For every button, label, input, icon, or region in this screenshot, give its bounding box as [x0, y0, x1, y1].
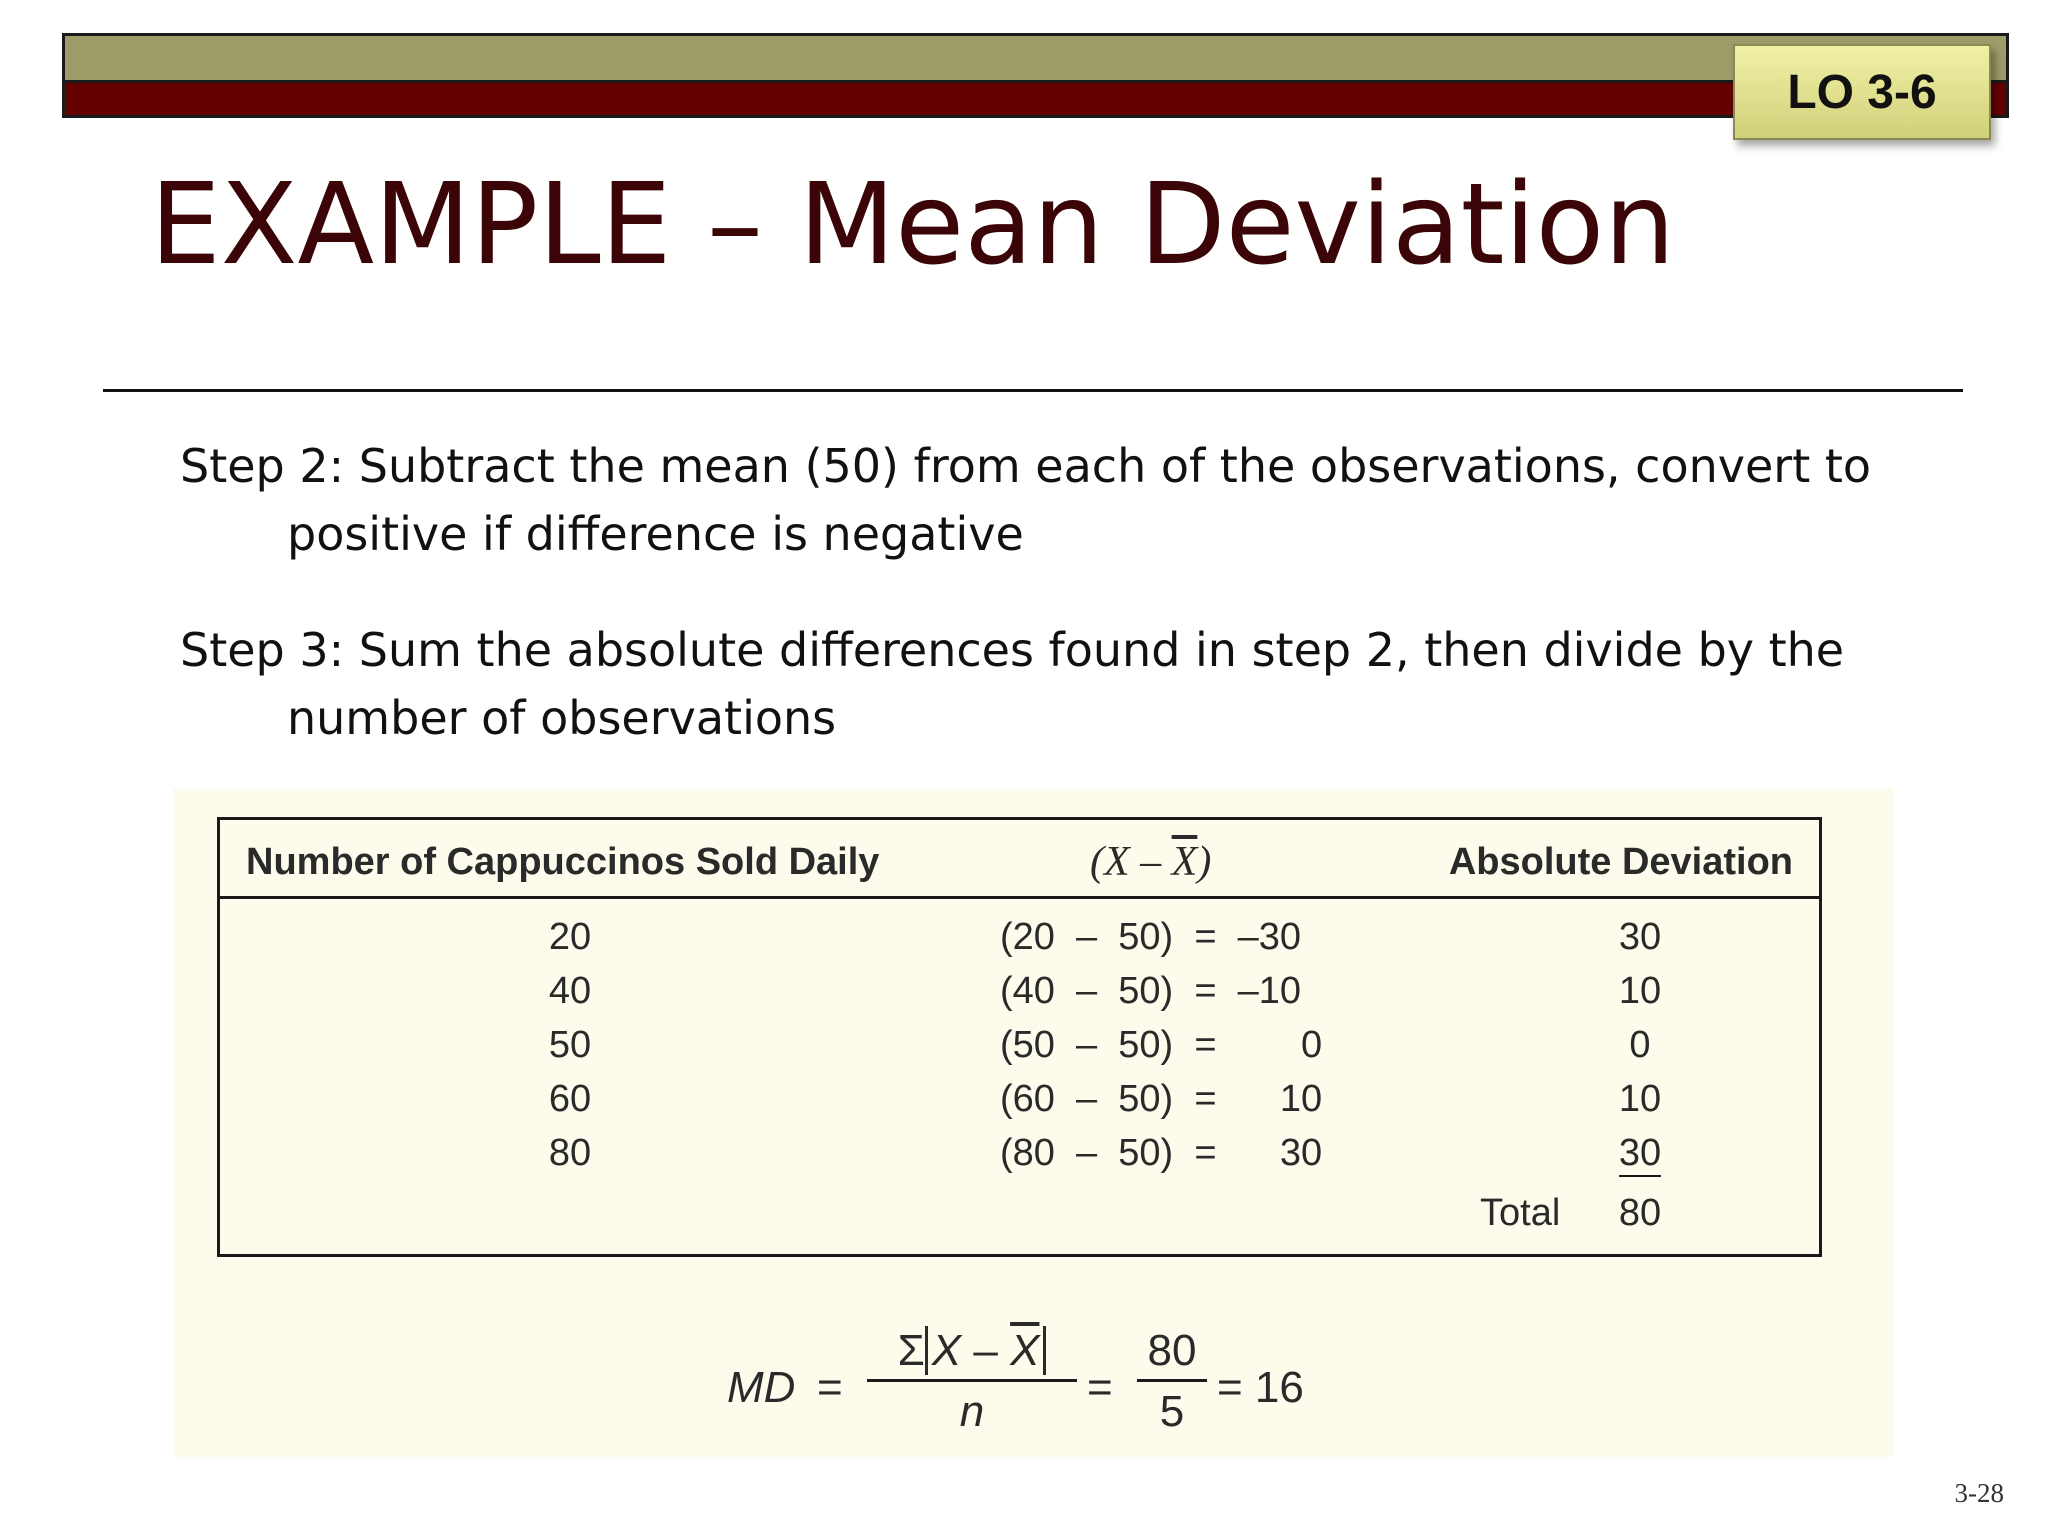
cell-abs: 10 — [1618, 1078, 1662, 1120]
deviation-table — [217, 817, 1822, 1257]
formula-denominator: n — [959, 1387, 985, 1436]
cell-difference: (60 – 50) = 10 — [1000, 1078, 1323, 1120]
step-2-text: Step 2: Subtract the mean (50) from each of the observations, convert to positive if difference is negative — [180, 439, 1872, 561]
formula-fraction-values — [1137, 1323, 1207, 1442]
total-value: 80 — [1618, 1192, 1662, 1234]
cell-abs-underlined: 30 — [1619, 1131, 1661, 1177]
step-3-text: Step 3: Sum the absolute differences found in step 2, then divide by the number of observations — [180, 623, 1845, 745]
formula-equals-2: = — [1087, 1363, 1113, 1412]
cell-difference: (40 – 50) = –10 — [1000, 970, 1302, 1012]
table-row — [220, 910, 1819, 964]
header-difference: $(X - \overline{X})$ — [1090, 839, 1212, 885]
cell-abs: 0 — [1629, 1024, 1651, 1066]
learning-objective-badge: LO 3-6 — [1733, 44, 1991, 140]
formula-fraction — [867, 1323, 1077, 1442]
cell-value: 20 — [548, 916, 592, 958]
page-number: 3-28 — [1954, 1478, 2004, 1508]
formula-numerator: Σ X – $\overline{X}$ — [867, 1323, 1077, 1379]
table-row — [220, 1018, 1819, 1072]
cell-difference: (50 – 50) = 0 — [1000, 1024, 1323, 1066]
formula-n-value: 5 — [1159, 1387, 1185, 1436]
header-bar-red — [62, 83, 2009, 118]
formula-lhs: MD — [727, 1363, 796, 1412]
formula-result: = 16 — [1217, 1363, 1304, 1412]
formula-equals: = — [817, 1363, 843, 1412]
table-total-row — [220, 1186, 1819, 1240]
table-row — [220, 1126, 1819, 1180]
cell-value: 50 — [548, 1024, 592, 1066]
header-observations: Number of Cappuccinos Sold Daily — [246, 841, 880, 883]
cell-value: 80 — [548, 1132, 592, 1174]
cell-difference: (20 – 50) = –30 — [1000, 916, 1302, 958]
cell-abs — [1590, 1126, 1690, 1180]
table-row — [220, 964, 1819, 1018]
slide-title: EXAMPLE – Mean Deviation — [150, 160, 1676, 290]
header-absolute-deviation: Absolute Deviation — [1448, 841, 1793, 883]
total-label: Total — [1480, 1192, 1561, 1234]
table-header — [220, 820, 1819, 899]
cell-abs: 10 — [1618, 970, 1662, 1012]
table-row — [220, 1072, 1819, 1126]
cell-abs: 30 — [1618, 916, 1662, 958]
cell-difference: (80 – 50) = 30 — [1000, 1132, 1323, 1174]
title-divider — [103, 389, 1963, 392]
header-bar-olive — [62, 33, 2009, 83]
formula-sum-value: 80 — [1147, 1326, 1197, 1375]
cell-value: 60 — [548, 1078, 592, 1120]
cell-value: 40 — [548, 970, 592, 1012]
